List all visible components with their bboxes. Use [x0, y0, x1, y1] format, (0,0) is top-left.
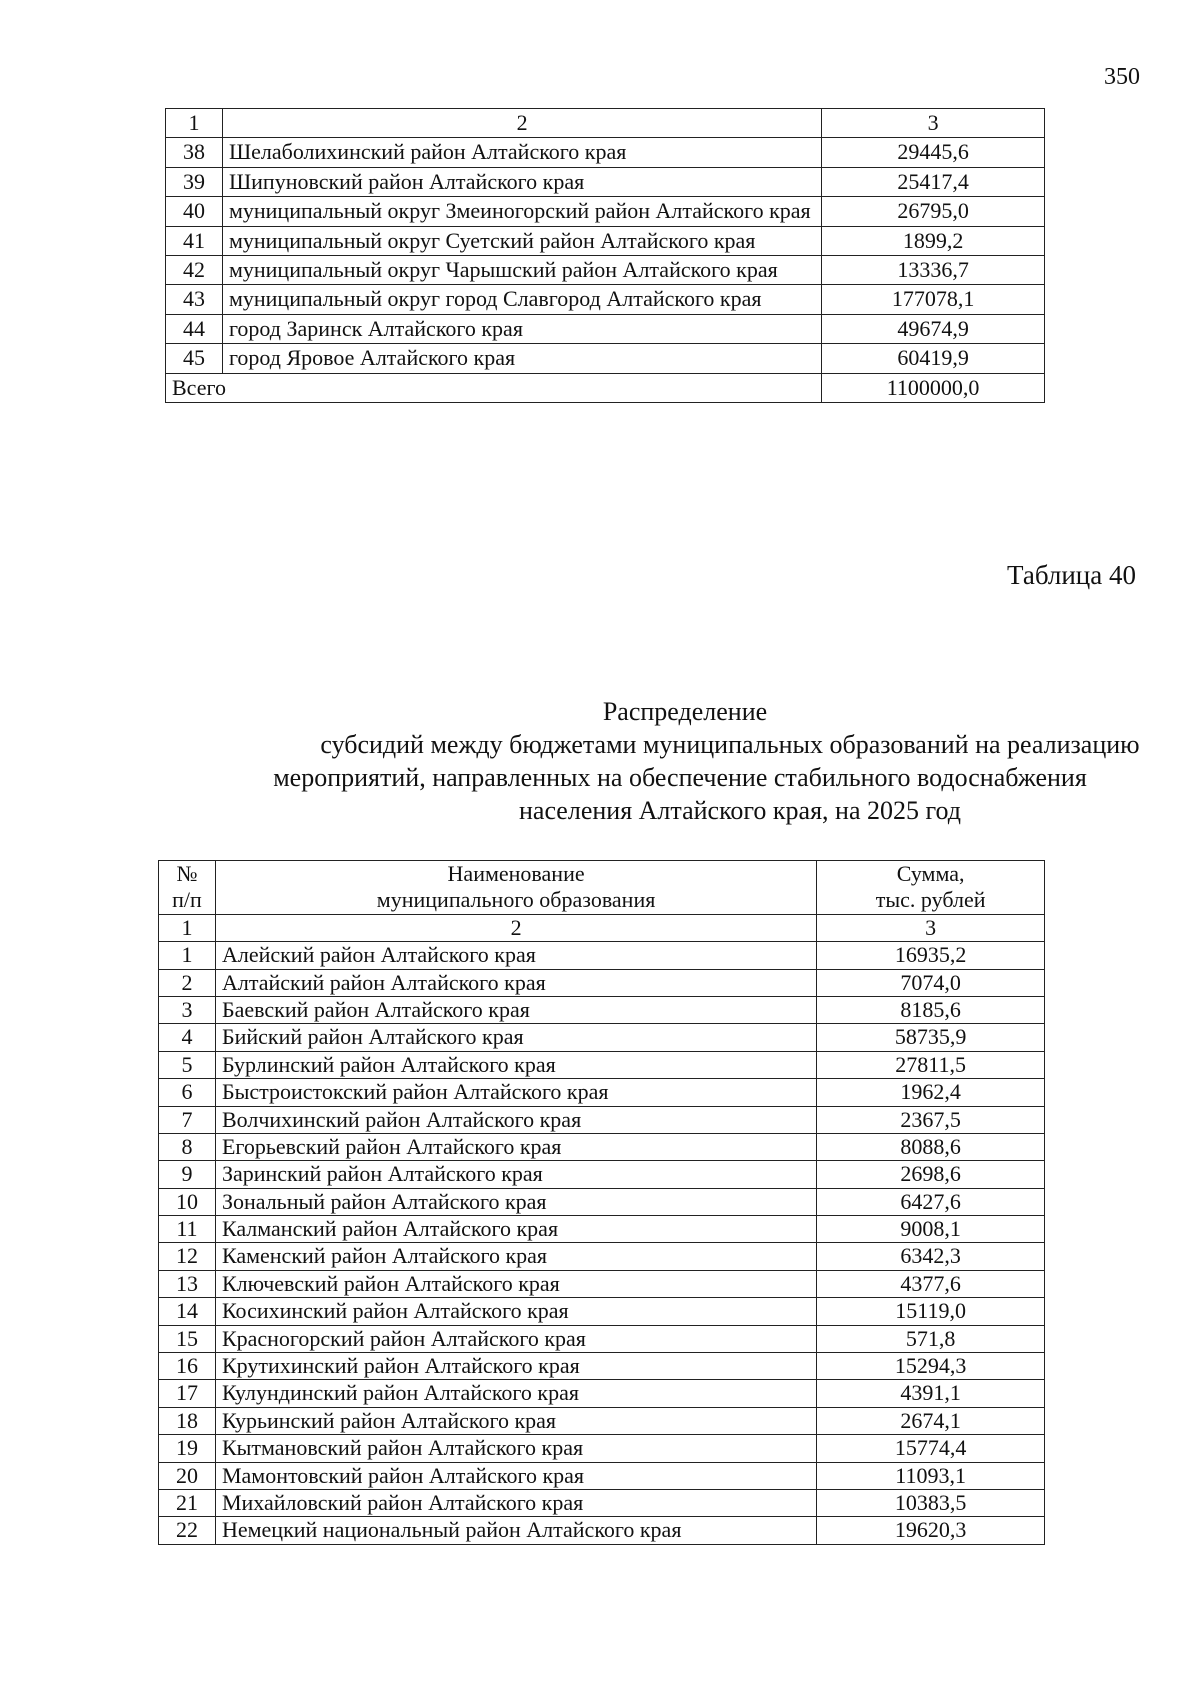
row-value: 6427,6 [817, 1188, 1045, 1215]
row-name: муниципальный округ Чарышский район Алтайского края [222, 255, 821, 284]
row-value: 10383,5 [817, 1489, 1045, 1516]
table-row [159, 1216, 1045, 1243]
row-name: Бийский район Алтайского края [215, 1024, 816, 1051]
row-name: Курьинский район Алтайского края [215, 1407, 816, 1434]
table-row [159, 1435, 1045, 1462]
table-row [159, 1106, 1045, 1133]
table-row [166, 344, 1045, 373]
row-value: 8088,6 [817, 1133, 1045, 1160]
heading-line-1: Распределение [602, 697, 768, 726]
row-name: Михайловский район Алтайского края [215, 1489, 816, 1516]
row-number: 41 [166, 226, 223, 255]
row-name: Красногорский район Алтайского края [215, 1325, 816, 1352]
table-row [159, 1380, 1045, 1407]
header-number-line-1: № [176, 861, 198, 886]
header-sum-line-1: Сумма, [896, 861, 965, 886]
table-row [159, 1353, 1045, 1380]
row-name: Волчихинский район Алтайского края [215, 1106, 816, 1133]
table-row [159, 969, 1045, 996]
table-row [159, 1270, 1045, 1297]
row-number: 20 [159, 1462, 216, 1489]
row-name: город Яровое Алтайского края [222, 344, 821, 373]
row-name: Косихинский район Алтайского края [215, 1298, 816, 1325]
row-value: 4377,6 [817, 1270, 1045, 1297]
row-name: муниципальный округ Суетский район Алтайского края [222, 226, 821, 255]
row-value: 25417,4 [822, 167, 1045, 196]
row-value: 16935,2 [817, 942, 1045, 969]
row-value: 9008,1 [817, 1216, 1045, 1243]
previous-table-continuation [165, 108, 1045, 403]
table-row [166, 285, 1045, 314]
table-row [166, 314, 1045, 343]
row-number: 38 [166, 138, 223, 167]
row-name: Калманский район Алтайского края [215, 1216, 816, 1243]
row-name: Крутихинский район Алтайского края [215, 1353, 816, 1380]
table-row [159, 1407, 1045, 1434]
table-index-row [159, 914, 1045, 941]
row-name: город Заринск Алтайского края [222, 314, 821, 343]
table-row [159, 1188, 1045, 1215]
row-name: Каменский район Алтайского края [215, 1243, 816, 1270]
row-number: 8 [159, 1133, 216, 1160]
row-number: 21 [159, 1489, 216, 1516]
table-row [159, 1489, 1045, 1516]
header-sum [817, 861, 1045, 915]
header-name [215, 861, 816, 915]
row-number: 7 [159, 1106, 216, 1133]
row-number: 39 [166, 167, 223, 196]
table-index-row [166, 109, 1045, 138]
total-row [166, 373, 1045, 402]
table-row [166, 167, 1045, 196]
table-row [159, 1051, 1045, 1078]
table-row [159, 1298, 1045, 1325]
table-row [159, 996, 1045, 1023]
heading-line-3: мероприятий, направленных на обеспечение стабильного водоснабжения [273, 763, 1087, 792]
row-value: 49674,9 [822, 314, 1045, 343]
header-name-line-1: Наименование [447, 861, 585, 886]
row-value: 8185,6 [817, 996, 1045, 1023]
row-name: Мамонтовский район Алтайского края [215, 1462, 816, 1489]
row-number: 16 [159, 1353, 216, 1380]
row-name: Ключевский район Алтайского края [215, 1270, 816, 1297]
row-value: 11093,1 [817, 1462, 1045, 1489]
row-value: 15294,3 [817, 1353, 1045, 1380]
row-number: 44 [166, 314, 223, 343]
table-row [166, 226, 1045, 255]
row-number: 4 [159, 1024, 216, 1051]
header-number [159, 861, 216, 915]
row-number: 12 [159, 1243, 216, 1270]
row-number: 11 [159, 1216, 216, 1243]
row-number: 43 [166, 285, 223, 314]
table-row [159, 1161, 1045, 1188]
row-number: 22 [159, 1517, 216, 1544]
row-number: 3 [159, 996, 216, 1023]
row-name: муниципальный округ город Славгород Алтайского края [222, 285, 821, 314]
table-caption: Таблица 40 [1007, 560, 1136, 590]
row-name: муниципальный округ Змеиногорский район Алтайского края [222, 197, 821, 226]
table-row [159, 1517, 1045, 1544]
row-name: Алтайский район Алтайского края [215, 969, 816, 996]
row-name: Быстроистокский район Алтайского края [215, 1079, 816, 1106]
row-number: 45 [166, 344, 223, 373]
total-label: Всего [166, 373, 822, 402]
heading-line-2: субсидий между бюджетами муниципальных образований на реализацию [320, 730, 1140, 759]
row-value: 2367,5 [817, 1106, 1045, 1133]
row-value: 60419,9 [822, 344, 1045, 373]
table-row [159, 1243, 1045, 1270]
page-number: 350 [1104, 64, 1140, 90]
table-row [166, 197, 1045, 226]
header-sum-line-2: тыс. рублей [875, 887, 986, 913]
row-number: 9 [159, 1161, 216, 1188]
index-cell-3: 3 [817, 914, 1045, 941]
row-number: 13 [159, 1270, 216, 1297]
total-value: 1100000,0 [822, 373, 1045, 402]
table-row [159, 942, 1045, 969]
row-value: 177078,1 [822, 285, 1045, 314]
row-value: 58735,9 [817, 1024, 1045, 1051]
row-name: Кулундинский район Алтайского края [215, 1380, 816, 1407]
index-cell-2: 2 [222, 109, 821, 138]
row-number: 15 [159, 1325, 216, 1352]
row-value: 26795,0 [822, 197, 1045, 226]
row-number: 1 [159, 942, 216, 969]
header-number-line-2: п/п [172, 887, 202, 913]
row-value: 13336,7 [822, 255, 1045, 284]
row-number: 18 [159, 1407, 216, 1434]
row-name: Бурлинский район Алтайского края [215, 1051, 816, 1078]
row-value: 15774,4 [817, 1435, 1045, 1462]
table-row [159, 1325, 1045, 1352]
row-name: Алейский район Алтайского края [215, 942, 816, 969]
row-name: Егорьевский район Алтайского края [215, 1133, 816, 1160]
row-number: 6 [159, 1079, 216, 1106]
row-name: Шелаболихинский район Алтайского края [222, 138, 821, 167]
row-number: 2 [159, 969, 216, 996]
table-row [159, 1133, 1045, 1160]
row-number: 42 [166, 255, 223, 284]
row-value: 1899,2 [822, 226, 1045, 255]
table-row [159, 1024, 1045, 1051]
row-value: 27811,5 [817, 1051, 1045, 1078]
row-number: 10 [159, 1188, 216, 1215]
row-number: 17 [159, 1380, 216, 1407]
row-name: Зональный район Алтайского края [215, 1188, 816, 1215]
row-number: 14 [159, 1298, 216, 1325]
row-value: 571,8 [817, 1325, 1045, 1352]
row-value: 2674,1 [817, 1407, 1045, 1434]
row-value: 1962,4 [817, 1079, 1045, 1106]
row-value: 15119,0 [817, 1298, 1045, 1325]
row-value: 7074,0 [817, 969, 1045, 996]
row-name: Немецкий национальный район Алтайского края [215, 1517, 816, 1544]
table-row [159, 1079, 1045, 1106]
row-value: 6342,3 [817, 1243, 1045, 1270]
index-cell-1: 1 [166, 109, 223, 138]
row-value: 29445,6 [822, 138, 1045, 167]
row-number: 40 [166, 197, 223, 226]
row-value: 2698,6 [817, 1161, 1045, 1188]
row-name: Кытмановский район Алтайского края [215, 1435, 816, 1462]
index-cell-2: 2 [215, 914, 816, 941]
table-row [166, 255, 1045, 284]
table-row [166, 138, 1045, 167]
row-name: Шипуновский район Алтайского края [222, 167, 821, 196]
row-number: 5 [159, 1051, 216, 1078]
row-name: Заринский район Алтайского края [215, 1161, 816, 1188]
index-cell-1: 1 [159, 914, 216, 941]
index-cell-3: 3 [822, 109, 1045, 138]
table-heading [150, 695, 1200, 827]
table-row [159, 1462, 1045, 1489]
table-header-row [159, 861, 1045, 915]
subsidy-distribution-table [158, 860, 1045, 1545]
row-value: 4391,1 [817, 1380, 1045, 1407]
row-name: Баевский район Алтайского края [215, 996, 816, 1023]
heading-line-4: населения Алтайского края, на 2025 год [519, 796, 961, 825]
row-value: 19620,3 [817, 1517, 1045, 1544]
row-number: 19 [159, 1435, 216, 1462]
header-name-line-2: муниципального образования [376, 887, 656, 913]
